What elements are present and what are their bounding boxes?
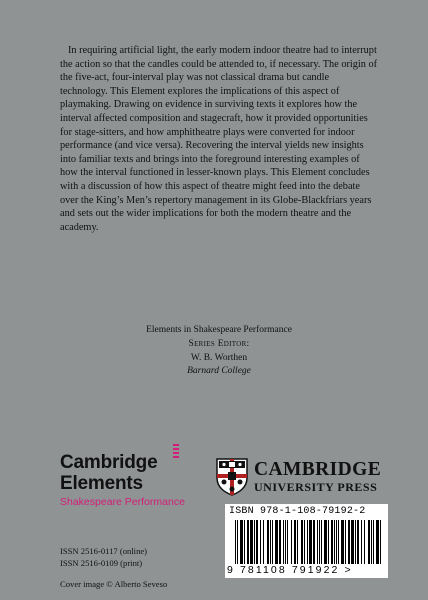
- barcode-stripe: [279, 520, 281, 564]
- barcode-stripe: [244, 520, 245, 564]
- issn-online: ISSN 2516-0117 (online): [60, 546, 148, 556]
- barcode-stripe: [275, 520, 278, 564]
- cambridge-university-press-logo: [216, 458, 386, 498]
- isbn-label: ISBN 978-1-108-79192-2: [229, 506, 366, 517]
- cambridge-elements-logo: [60, 452, 185, 509]
- barcode-stripe: [301, 520, 303, 564]
- barcode-stripe: [307, 520, 308, 564]
- barcode-stripe: [380, 520, 381, 564]
- elements-brand-line2: Elements: [60, 473, 143, 494]
- coat-of-arms-icon: [216, 458, 248, 496]
- barcode-stripe: [260, 520, 261, 564]
- back-cover-blurb: In requiring artificial light, the early modern indoor theatre had to interrupt the action so that the candles could be attended to, if necessary. The origin of the five-act, four-interval play was not classical drama but candle technology. This Element explores the implications of this aspect of playmaking. Drawing on evidence in surviving texts it explores how the interval affected composition and stagecraft, how it provided opportunities for stage-sitters, and how amphitheatre plays were converted for indoor performance (and vice versa). Recovering the interval yields new insights into familiar texts and brings into the foreground interesting examples of how the interval functioned in lesser-known plays. This Element concludes with a discussion of how this aspect of theatre might feed into the debate over the King’s Men’s repertory management in its Globe-Blackfriars years and sets out the wider implications for both the modern theatre and the academy.: [60, 45, 378, 233]
- barcode-stripe: [270, 520, 271, 564]
- issn-block: [60, 546, 147, 569]
- barcode-stripe: [313, 520, 315, 564]
- series-editor-affiliation: Barnard College: [187, 366, 251, 377]
- barcode-stripe: [267, 520, 269, 564]
- isbn-barcode-box: [225, 504, 388, 578]
- barcode-stripe: [304, 520, 305, 564]
- barcode-stripe: [361, 520, 362, 564]
- series-editor-label: Series Editor:: [188, 338, 250, 349]
- barcode-stripe: [376, 520, 379, 564]
- barcode-stripe: [371, 520, 372, 564]
- barcode-stripe: [324, 520, 327, 564]
- publisher-press: UNIVERSITY PRESS: [254, 480, 378, 494]
- barcode-stripe: [328, 520, 329, 564]
- barcode-stripe: [285, 520, 286, 564]
- barcode-stripe: [256, 520, 258, 564]
- elements-brand-line1: Cambridge: [60, 452, 158, 473]
- publisher-name: CAMBRIDGE: [254, 459, 382, 480]
- barcode-stripe: [254, 520, 255, 564]
- barcode-stripe: [291, 520, 292, 564]
- barcode-stripe: [317, 520, 318, 564]
- cover-image-credit: Cover image © Alberto Seveso: [60, 579, 168, 589]
- barcode-stripe: [373, 520, 374, 564]
- barcode-stripe: [319, 520, 320, 564]
- barcode-stripe: [336, 520, 337, 564]
- barcode-stripe: [364, 520, 365, 564]
- barcode-stripe: [294, 520, 296, 564]
- barcode-stripe: [272, 520, 273, 564]
- barcode-stripe: [368, 520, 370, 564]
- barcode-stripe: [345, 520, 346, 564]
- barcode-stripe: [348, 520, 350, 564]
- barcode-stripe: [357, 520, 359, 564]
- issn-print: ISSN 2516-0109 (print): [60, 557, 143, 568]
- barcode-stripe: [283, 520, 284, 564]
- barcode-stripe: [250, 520, 253, 564]
- elements-bars-icon: [173, 444, 179, 460]
- barcode-stripe: [331, 520, 333, 564]
- barcode-stripe: [351, 520, 354, 564]
- barcode-stripe: [237, 520, 238, 564]
- barcode-stripe: [247, 520, 249, 564]
- barcode-stripe: [355, 520, 356, 564]
- barcode-stripe: [297, 520, 298, 564]
- barcode-stripe: [240, 520, 243, 564]
- barcode-icon: [235, 520, 381, 564]
- barcode-digits: 9 781108 791922 >: [227, 564, 353, 576]
- elements-series-subtitle: Shakespeare Performance: [60, 496, 185, 508]
- barcode-stripe: [309, 520, 312, 564]
- barcode-stripe: [287, 520, 288, 564]
- series-title: Elements in Shakespeare Performance: [146, 325, 292, 335]
- series-info: [60, 324, 378, 379]
- barcode-stripe: [341, 520, 344, 564]
- series-editor-name: W. B. Worthen: [190, 352, 248, 363]
- barcode-stripe: [263, 520, 264, 564]
- barcode-stripe: [235, 520, 236, 564]
- barcode-stripe: [338, 520, 339, 564]
- barcode-stripe: [334, 520, 335, 564]
- barcode-stripe: [321, 520, 322, 564]
